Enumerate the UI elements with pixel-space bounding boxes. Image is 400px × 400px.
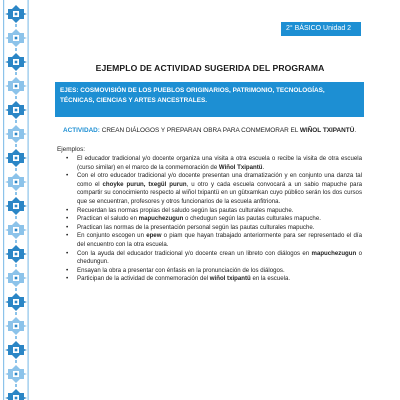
examples-label: Ejemplos: [57, 146, 86, 153]
list-item: • Recuerdan las normas propias del saludo según las pautas culturales mapuche. [66, 207, 362, 216]
activity-bold-text: WIÑOL TXIPANTÜ [299, 127, 355, 134]
list-item: • Con la ayuda del educador tradicional y/o docente crean un libreto con diálogos en mapuchezugun o chedungun. [66, 250, 362, 267]
page-title: EJEMPLO DE ACTIVIDAD SUGERIDA DEL PROGRAMA [95, 63, 325, 73]
list-item: • En conjunto escogen un epew o piam que hayan trabajado anteriormente para ser representado el día del encuentro con la otra escuela. [66, 232, 362, 249]
axes-text: COSMOVISIÓN DE LOS PUEBLOS ORIGINARIOS, PATRIMONIO, TECNOLOGÍAS, TÉCNICAS, CIENCIAS Y ARTES ANCESTRALES. [60, 87, 325, 104]
decorative-side-border [0, 0, 32, 400]
activity-line [63, 127, 383, 134]
axes-box [55, 82, 364, 117]
list-item: • Participan de la actividad de conmemoración del wiñol txipantü en la escuela. [66, 275, 362, 284]
activity-label: ACTIVIDAD: [63, 127, 100, 134]
unit-badge: 2° BÁSICO Unidad 2 [281, 22, 361, 36]
activity-end: . [354, 127, 357, 134]
list-item: • El educador tradicional y/o docente organiza una visita a otra escuela o recibe la visita de otra escuela (curso similar) en el marco de la conmemoración de Wiñol Txipantü. [66, 155, 362, 172]
list-item: • Ensayan la obra a presentar con énfasis en la pronunciación de los diálogos. [66, 267, 362, 276]
border-pattern-graphic [0, 0, 32, 400]
activity-text: CREAN DIÁLOGOS Y PREPARAN OBRA PARA CONMEMORAR EL [101, 127, 299, 134]
list-item: • Con el otro educador tradicional y/o docente presentan una dramatización y en conjunto una danza tal como el choyke purun, txegül purun, u otro y cada escuela convocará a un sabio mapuche para compartir su conocimiento respecto al wiñol txipantü en un gütxamkan cuyo público serán los dos cursos que se encuentran, profesores y otros funcionarios de la escuela anfitriona. [66, 172, 362, 206]
examples-list [66, 155, 362, 284]
list-item: • Practican el saludo en mapuchezugun o chedugun según las pautas culturales mapuche. [66, 215, 362, 224]
axes-label: EJES: [60, 87, 79, 94]
list-item: • Practican las normas de la presentación personal según las pautas culturales mapuche. [66, 224, 362, 233]
